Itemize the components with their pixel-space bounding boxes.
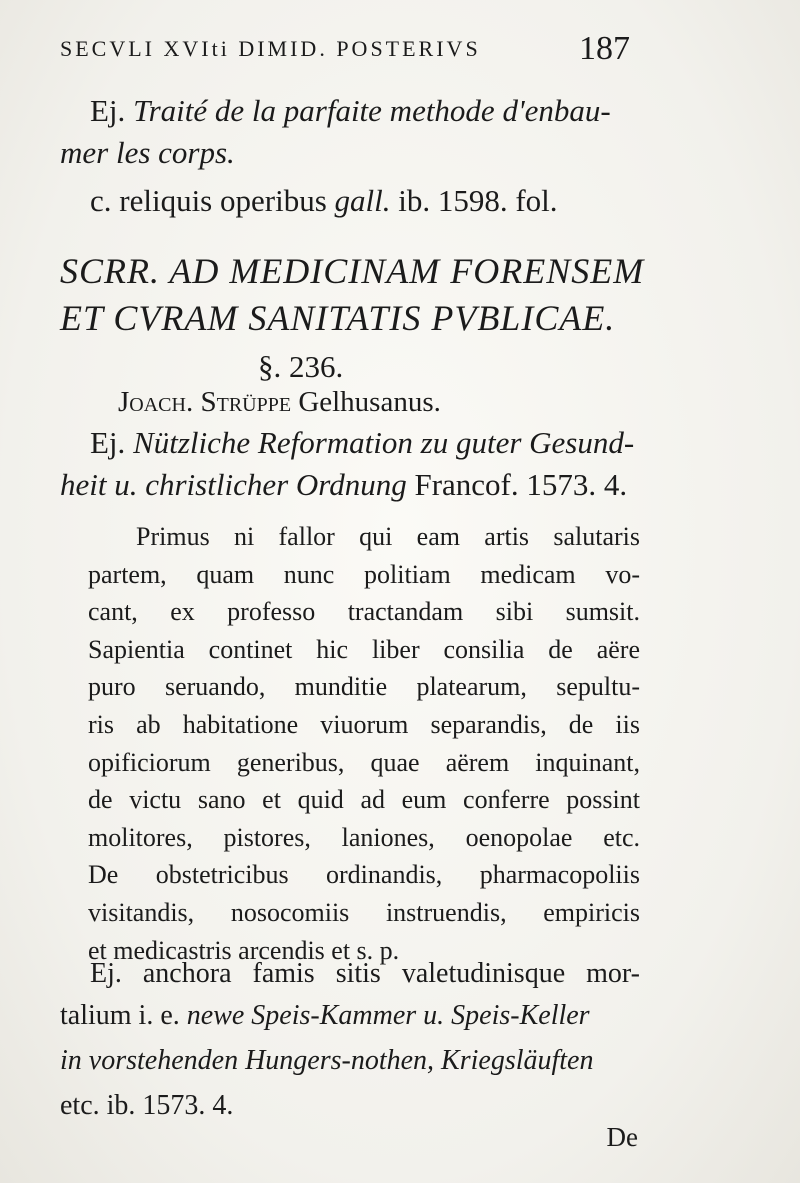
entry2 bbox=[90, 955, 640, 992]
paragraph-line: De obstetricibus ordinandis, pharmacopoliis bbox=[88, 860, 640, 890]
entry1-line-1: Ej. Nützliche Reformation zu guter Gesund- bbox=[90, 425, 635, 460]
paragraph-line: puro seruando, munditie platearum, sepultu- bbox=[88, 672, 640, 702]
author-name: Joach. Strüppe Gelhusanus. bbox=[118, 386, 441, 418]
paragraph-mark: §. 236. bbox=[258, 349, 344, 384]
top-entry-line-1: Ej. Traité de la parfaite methode d'enbau- bbox=[90, 93, 611, 128]
paragraph-line: molitores, pistores, laniones, oenopolae etc. bbox=[88, 822, 640, 852]
description-paragraph bbox=[88, 518, 640, 969]
entry1-line-2: heit u. christlicher Ordnung Francof. 1573. 4. bbox=[60, 467, 628, 502]
entry2-line-4: etc. ib. 1573. 4. bbox=[60, 1090, 234, 1121]
entry2-line-1: Ej. anchora famis sitis valetudinisque mor- bbox=[90, 958, 640, 989]
catchword: De bbox=[606, 1122, 638, 1152]
entry2-line-2: talium i. e. newe Speis-Kammer u. Speis-Keller bbox=[60, 1000, 590, 1031]
paragraph-line: partem, quam nunc politiam medicam vo- bbox=[88, 559, 640, 589]
section-heading-line-2: ET CVRAM SANITATIS PVBLICAE. bbox=[60, 298, 616, 338]
paragraph-line: Primus ni fallor qui eam artis salutaris bbox=[136, 522, 640, 551]
section-heading-line-1: SCRR. AD MEDICINAM FORENSEM bbox=[60, 251, 645, 291]
paragraph-line: opificiorum generibus, quae aërem inquinant, bbox=[88, 747, 640, 777]
top-entry-line-3: c. reliquis operibus gall. ib. 1598. fol. bbox=[90, 183, 558, 218]
running-title: SECVLI XVIti DIMID. POSTERIVS bbox=[60, 36, 481, 61]
paragraph-line: cant, ex professo tractandam sibi sumsit. bbox=[88, 597, 640, 627]
page-number: 187 bbox=[579, 30, 630, 67]
entry2-line-3: in vorstehenden Hungers-nothen, Kriegsläuften bbox=[60, 1045, 594, 1076]
paragraph-line: et medicastris arcendis et s. p. bbox=[88, 935, 400, 965]
top-entry-line-2: mer les corps. bbox=[60, 135, 235, 170]
paragraph-line: de victu sano et quid ad eum conferre possint bbox=[88, 785, 640, 815]
paragraph-line: Sapientia continet hic liber consilia de aëre bbox=[88, 634, 640, 664]
paragraph-line: visitandis, nosocomiis instruendis, empiricis bbox=[88, 897, 640, 927]
running-header bbox=[60, 30, 630, 67]
paragraph-line: ris ab habitatione viuorum separandis, de iis bbox=[88, 709, 640, 739]
